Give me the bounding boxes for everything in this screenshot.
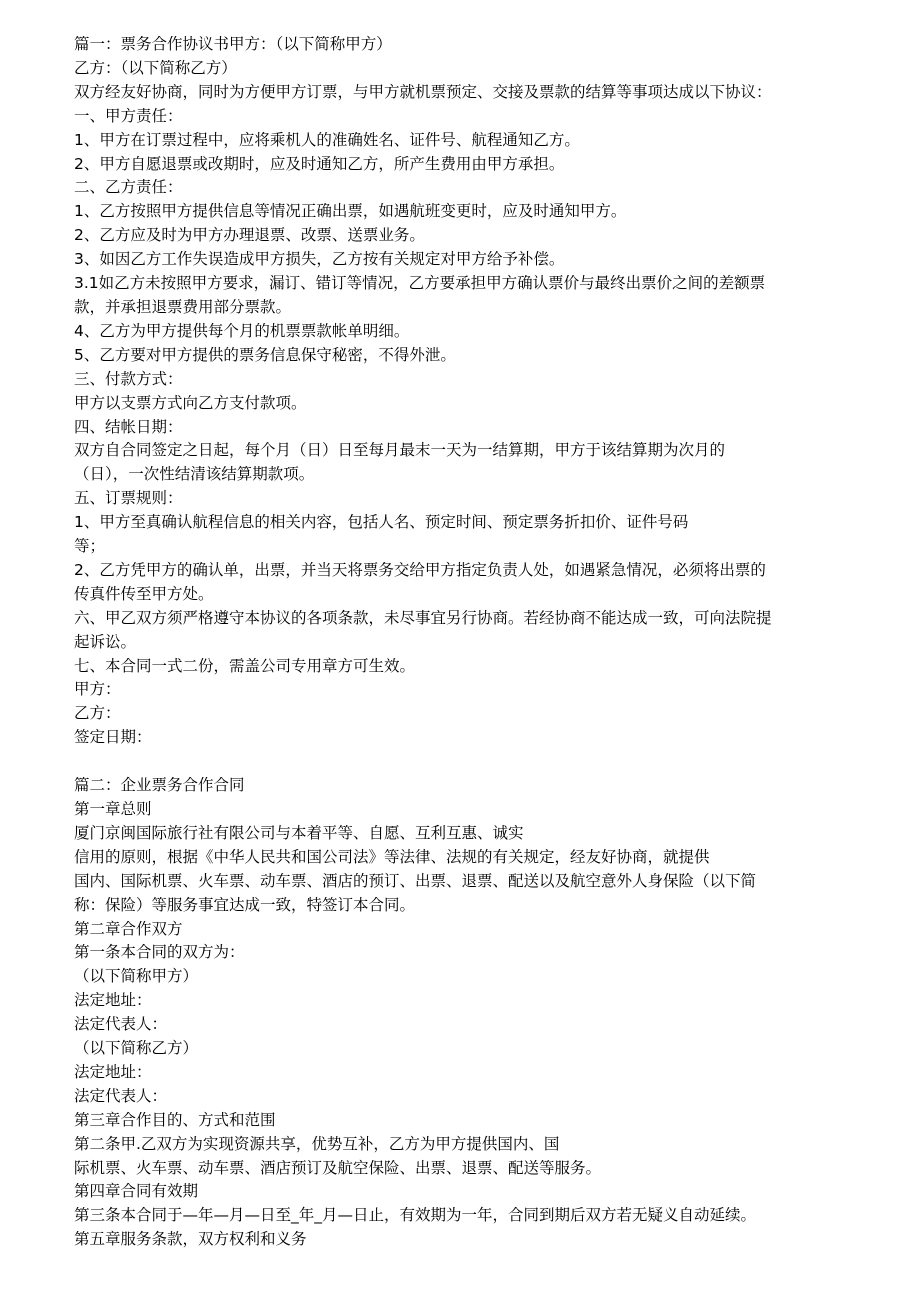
chapter-heading: 第二章合作双方: [74, 919, 183, 938]
part1-title: 篇一：票务合作协议书甲方：（以下简称甲方）: [74, 35, 392, 53]
chapter-heading: 第三章合作目的、方式和范围: [74, 1110, 276, 1129]
section-heading: 四、结帐日期：: [74, 417, 183, 436]
doc-line: 2、乙方应及时为甲方办理退票、改票、送票业务。: [74, 226, 425, 245]
doc-line: 乙方：（以下简称乙方）: [74, 58, 237, 77]
section-heading: 三、付款方式：: [74, 369, 183, 388]
doc-line: 1、甲方在订票过程中，应将乘机人的准确姓名、证件号、航程通知乙方。: [74, 130, 580, 149]
section-heading: 五、订票规则：: [74, 489, 183, 508]
chapter-heading: 第一章总则: [74, 799, 152, 818]
doc-line: 2、甲方自愿退票或改期时，应及时通知乙方，所产生费用由甲方承担。: [74, 154, 565, 173]
doc-line: 法定地址：: [74, 991, 152, 1010]
doc-line: 3、如因乙方工作失误造成甲方损失，乙方按有关规定对甲方给予补偿。: [74, 250, 565, 269]
doc-line: 1、乙方按照甲方提供信息等情况正确出票，如遇航班变更时，应及时通知甲方。: [74, 202, 627, 221]
doc-line: 称：保险）等服务事宜达成一致，特签订本合同。: [74, 895, 416, 914]
doc-line: 国内、国际机票、火车票、动车票、酒店的预订、出票、退票、配送以及航空意外人身保险（以下简: [74, 871, 757, 890]
doc-line: 七、本合同一式二份，需盖公司专用章方可生效。: [74, 656, 416, 675]
doc-line: （以下简称乙方）: [74, 1039, 199, 1058]
doc-line: 法定代表人：: [74, 1015, 168, 1034]
chapter-heading: 第四章合同有效期: [74, 1182, 199, 1201]
doc-line: 双方自合同签定之日起，每个月（日）日至每月最末一天为一结算期，甲方于该结算期为次月的: [74, 441, 726, 460]
signature-party-a: 甲方：: [74, 680, 121, 699]
doc-line: 5、乙方要对甲方提供的票务信息保守秘密，不得外泄。: [74, 345, 456, 364]
doc-line: 甲方以支票方式向乙方支付款项。: [74, 393, 307, 412]
doc-line: 厦门京闽国际旅行社有限公司与本着平等、自愿、互利互惠、诚实: [74, 823, 524, 842]
doc-line: 信用的原则，根据《中华人民共和国公司法》等法律、法规的有关规定，经友好协商，就提供: [74, 847, 710, 866]
chapter-heading: 第五章服务条款，双方权利和义务: [74, 1230, 307, 1249]
doc-line: 4、乙方为甲方提供每个月的机票票款帐单明细。: [74, 321, 410, 340]
signature-date: 签定日期：: [74, 728, 152, 747]
section-gap: [74, 750, 850, 774]
doc-line: 款，并承担退票费用部分票款。: [74, 297, 292, 316]
section-part2: [74, 774, 850, 1252]
document-page: [74, 33, 850, 1252]
doc-line: 2、乙方凭甲方的确认单，出票，并当天将票务交给甲方指定负责人处，如遇紧急情况，必须将出票的: [74, 560, 766, 579]
doc-line: 第一条本合同的双方为：: [74, 943, 245, 962]
section-part1: [74, 33, 850, 750]
doc-line: 等；: [74, 537, 106, 556]
doc-line: 法定地址：: [74, 1062, 152, 1081]
doc-line: 第二条甲.乙双方为实现资源共享，优势互补，乙方为甲方提供国内、国: [74, 1134, 560, 1153]
doc-line: 第三条本合同于—年—月—日至_年_月—日止，有效期为一年，合同到期后双方若无疑义自动延续。: [74, 1206, 757, 1225]
doc-line: 传真件传至甲方处。: [74, 584, 214, 603]
doc-line: 六、甲乙双方须严格遵守本协议的各项条款，未尽事宜另行协商。若经协商不能达成一致，可向法院提: [74, 608, 772, 627]
signature-party-b: 乙方：: [74, 704, 121, 723]
doc-line: 3.1如乙方未按照甲方要求，漏订、错订等情况，乙方要承担甲方确认票价与最终出票价之间的差额票: [74, 274, 766, 293]
part2-title: 篇二：企业票务合作合同: [74, 776, 245, 795]
doc-line: 际机票、火车票、动车票、酒店预订及航空保险、出票、退票、配送等服务。: [74, 1158, 602, 1177]
doc-line: （日），一次性结清该结算期款项。: [74, 465, 315, 484]
doc-line: 1、甲方至真确认航程信息的相关内容，包括人名、预定时间、预定票务折扣价、证件号码: [74, 513, 689, 532]
doc-line: 起诉讼。: [74, 632, 137, 651]
doc-line: 双方经友好协商，同时为方便甲方订票，与甲方就机票预定、交接及票款的结算等事项达成以下协议：: [74, 82, 772, 101]
doc-line: 法定代表人：: [74, 1086, 168, 1105]
doc-line: （以下简称甲方）: [74, 967, 199, 986]
section-heading: 二、乙方责任：: [74, 178, 183, 197]
section-heading: 一、甲方责任：: [74, 106, 183, 125]
